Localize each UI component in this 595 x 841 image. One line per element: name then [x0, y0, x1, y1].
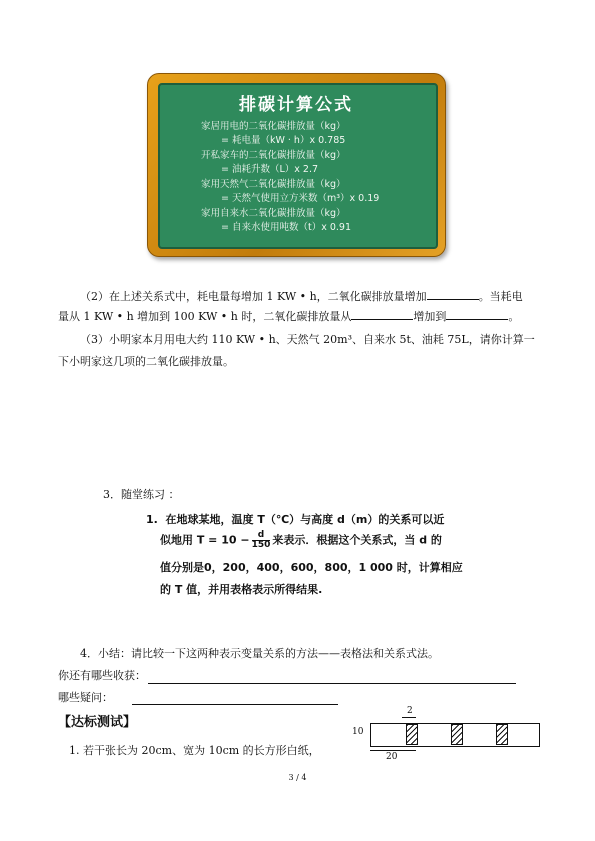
gain-label: 你还有哪些收获：: [58, 669, 146, 682]
board-line: 家居用电的二氧化碳排放量（kg）: [201, 121, 346, 132]
fraction: $\frac{d}{150}$: [251, 530, 271, 550]
figure-label-left: 10: [352, 727, 364, 737]
dimension-line: [402, 717, 416, 718]
q3-line1: （3）小明家本月用电大约 110 KW • h、天然气 20m³、自来水 5t、油耗 75L，请你计算一: [80, 333, 535, 346]
q3-line2: 下小明家这几项的二氧化碳排放量。: [58, 355, 234, 368]
test-q1: 1. 若干张长为 20cm、宽为 10cm 的长方形白纸，: [69, 744, 320, 757]
board-line: = 自来水使用吨数（t）x 0.91: [221, 222, 351, 233]
answer-blank[interactable]: [446, 309, 508, 320]
figure-label-top: 2: [407, 706, 413, 716]
board-line: = 耗电量（kW · h）x 0.785: [221, 135, 346, 146]
board-title: 排碳计算公式: [239, 95, 353, 115]
board-line: = 油耗升数（L）x 2.7: [221, 164, 319, 175]
overlap-region: [406, 724, 418, 745]
exercise-line4: 的 T 值，并用表格表示所得结果.: [160, 583, 323, 596]
board-line: 开私家车的二氧化碳排放量（kg）: [201, 150, 346, 161]
doubt-answer-line[interactable]: [132, 704, 338, 705]
answer-blank[interactable]: [351, 309, 413, 320]
overlap-region: [451, 724, 463, 745]
page-number: 3 / 4: [288, 773, 307, 782]
gain-answer-line[interactable]: [148, 683, 516, 684]
overlap-region: [496, 724, 508, 745]
doubt-label: 哪些疑问：: [58, 691, 113, 704]
board-line: 家用自来水二氧化碳排放量（kg）: [201, 208, 346, 219]
exercise-line2: 似地用 T = 10 − $\frac{d}{150}$ 来表示．根据这个关系式，当 d 的: [160, 530, 442, 550]
dimension-line: [370, 750, 416, 751]
exercise-line3: 值分别是0，200，400，600，800，1 000 时，计算相应: [160, 561, 463, 574]
answer-blank[interactable]: [427, 289, 479, 300]
board-line: 家用天然气二氧化碳排放量（kg）: [201, 179, 346, 190]
paper-strip-figure: [352, 706, 547, 766]
exercise-line1: 1. 在地球某地，温度 T（℃）与高度 d（m）的关系可以近: [146, 513, 445, 526]
summary-line: 4．小结：请比较一下这两种表示变量关系的方法——表格法和关系式法。: [80, 647, 439, 660]
test-heading: 【达标测试】: [58, 715, 137, 730]
q2-line1: （2）在上述关系式中，耗电量每增加 1 KW • h，二氧化碳排放量增加 。当耗电: [80, 290, 523, 303]
figure-label-bottom: 20: [386, 752, 398, 762]
q2-line2: 量从 1 KW • h 增加到 100 KW • h 时，二氧化碳排放量从 增加到 。: [58, 310, 520, 323]
practice-heading: 3．随堂练习 ：: [103, 488, 180, 501]
board-line: = 天然气使用立方米数（m³）x 0.19: [221, 193, 380, 204]
